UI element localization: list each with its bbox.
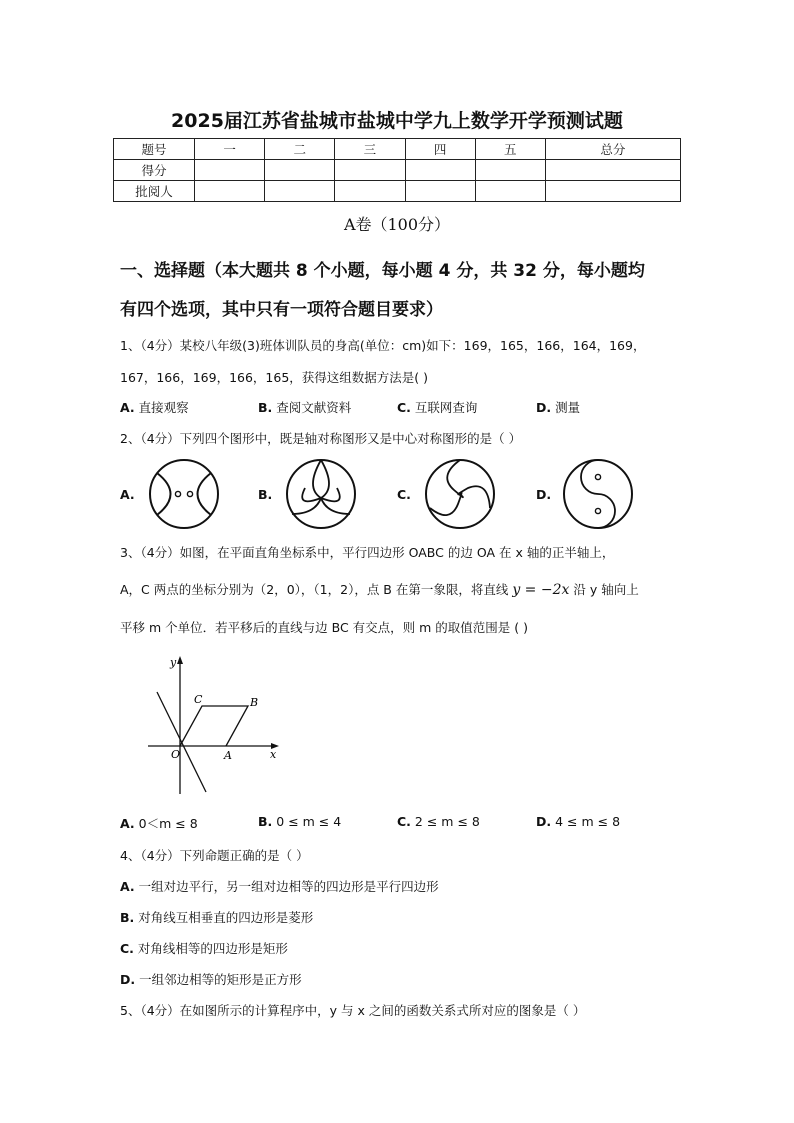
point-c-label: C [194,693,203,706]
option-text: 对角线互相垂直的四边形是菱形 [138,910,314,925]
q1-option-c [397,398,477,416]
q4-option-a [120,877,439,895]
option-text: 4 ≤ m ≤ 8 [555,814,621,829]
score-row-label: 批阅人 [114,181,195,202]
option-text: 对角线相等的四边形是矩形 [137,941,288,956]
option-letter: B. [120,910,135,925]
option-text: 测量 [555,400,581,415]
score-cell [335,181,405,202]
crescents-circle-icon [148,458,220,530]
score-cell [265,181,335,202]
option-letter: D. [536,400,552,415]
q1-option-a [120,398,189,416]
q3-text-line2 [120,580,639,598]
q3-text-line2-post: 沿 y 轴向上 [569,582,639,597]
score-table-header-row [114,139,681,160]
point-b-label: B [250,696,259,709]
q3-text-line2-pre: A，C 两点的坐标分别为（2，0），（1，2），点 B 在第一象限，将直线 [120,582,513,597]
q3-text-line1: 3、（4分）如图，在平面直角坐标系中，平行四边形 OABC 的边 OA 在 x 轴的正半轴上， [120,545,615,560]
option-text: 一组对边平行，另一组对边相等的四边形是平行四边形 [138,879,439,894]
q1-option-b [258,398,351,416]
score-header-cell: 四 [405,139,475,160]
q2-option-a-label: A. [120,487,135,502]
line-y-neg2x [157,692,206,792]
option-letter: A. [120,816,135,831]
exam-title: 2025届江苏省盐城市盐城中学九上数学开学预测试题 [171,110,623,132]
score-cell [265,160,335,181]
score-header-cell: 一 [195,139,265,160]
x-axis-label: x [270,748,277,761]
option-text: 直接观察 [138,400,189,415]
parallelogram-oabc [180,706,248,746]
option-text: 0 ≤ m ≤ 4 [276,814,342,829]
score-header-cell: 题号 [114,139,195,160]
q2-option-c-label: C. [397,487,411,502]
option-text: 互联网查询 [414,400,478,415]
q4-option-c [120,939,288,957]
option-letter: A. [120,879,135,894]
option-letter: A. [120,400,135,415]
option-text: 一组邻边相等的矩形是正方形 [139,972,302,987]
q4-option-d [120,970,302,988]
score-table-row [114,160,681,181]
option-letter: C. [397,400,411,415]
score-cell [475,160,545,181]
option-letter: B. [258,400,273,415]
section-heading-line2: 有四个选项，其中只有一项符合题目要求） [120,300,443,320]
option-letter: C. [120,941,134,956]
option-letter: C. [397,814,411,829]
q3-option-d [536,814,620,829]
q3-text-line3: 平移 m 个单位．若平移后的直线与边 BC 有交点，则 m 的取值范围是 ( ) [120,620,528,635]
trefoil-circle-icon [285,458,357,530]
score-cell [335,160,405,181]
q3-coordinate-figure [140,652,285,797]
option-letter: D. [536,814,552,829]
taiji-circle-icon [562,458,634,530]
score-cell [405,181,475,202]
q4-text-line1: 4、（4分）下列命题正确的是（ ） [120,848,309,863]
score-cell [195,181,265,202]
score-header-cell: 五 [475,139,545,160]
option-text: 0＜m ≤ 8 [138,816,198,831]
option-letter: D. [120,972,136,987]
q2-option-b-label: B. [258,487,273,502]
option-text: 查阅文献资料 [276,400,352,415]
option-letter: B. [258,814,273,829]
section-heading-line1: 一、选择题（本大题共 8 个小题，每小题 4 分，共 32 分，每小题均 [120,261,645,281]
volume-title: A卷（100分） [343,215,451,234]
score-cell [475,181,545,202]
score-table [113,138,681,202]
q3-option-a [120,814,198,832]
score-header-cell: 二 [265,139,335,160]
score-row-label: 得分 [114,160,195,181]
q3-equation: y = −2x [512,582,570,598]
q3-option-c [397,814,480,829]
q2-text-line1: 2、（4分）下列四个图形中，既是轴对称图形又是中心对称图形的是（ ） [120,431,522,446]
origin-label: O [171,748,181,761]
score-header-cell: 三 [335,139,405,160]
q4-option-b [120,908,313,926]
q1-text-line1: 1、（4分）某校八年级(3)班体训队员的身高(单位：cm)如下：169，165，166，164，169， [120,338,646,353]
q2-option-d-label: D. [536,487,552,502]
score-cell [405,160,475,181]
y-axis-arrow [177,656,183,664]
option-text: 2 ≤ m ≤ 8 [414,814,480,829]
y-axis-label: y [170,656,177,669]
score-cell [545,181,680,202]
q1-text-line2: 167，166，169，166，165，获得这组数据方法是( ) [120,370,429,385]
point-a-label: A [224,749,232,762]
score-table-row [114,181,681,202]
score-cell [195,160,265,181]
q3-option-b [258,814,341,829]
q1-option-d [536,398,580,416]
swirl-circle-icon [424,458,496,530]
score-header-cell: 总分 [545,139,680,160]
q5-text-line1: 5、（4分）在如图所示的计算程序中，y 与 x 之间的函数关系式所对应的图象是（ ） [120,1003,586,1018]
score-cell [545,160,680,181]
